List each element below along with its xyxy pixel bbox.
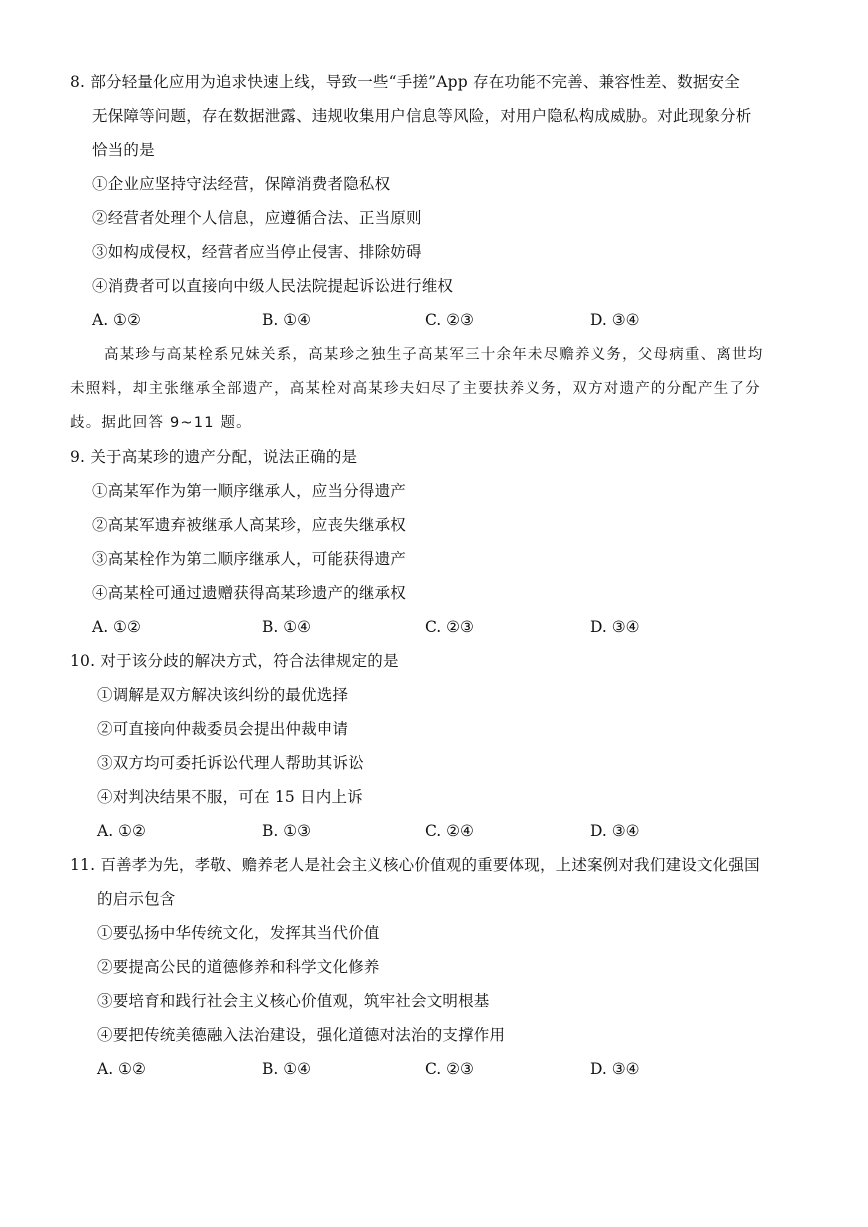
q11-option-d: D. ③④ xyxy=(590,1060,640,1078)
q9-item-4: ④高某栓可通过遗赠获得高某珍遗产的继承权 xyxy=(92,584,407,602)
q8-item-1: ①企业应坚持守法经营，保障消费者隐私权 xyxy=(92,175,391,193)
q10-item-1: ①调解是双方解决该纠纷的最优选择 xyxy=(97,686,349,704)
q9-option-a: A. ①② xyxy=(92,618,141,636)
q11-option-c: C. ②③ xyxy=(425,1060,474,1078)
q10-option-d: D. ③④ xyxy=(590,822,640,840)
q10-option-b: B. ①③ xyxy=(262,822,312,840)
q8-option-a: A. ①② xyxy=(92,311,141,329)
q11-item-2: ②要提高公民的道德修养和科学文化修养 xyxy=(97,958,380,976)
q9-stem: 9. 关于高某珍的遗产分配，说法正确的是 xyxy=(70,448,358,466)
q8-stem-line-1: 8. 部分轻量化应用为追求快速上线，导致一些“手搓”App 存在功能不完善、兼容性差、数据安全 xyxy=(70,73,740,91)
q11-option-b: B. ①④ xyxy=(262,1060,312,1078)
q11-stem-line-1: 11. 百善孝为先，孝敬、赡养老人是社会主义核心价值观的重要体现，上述案例对我们建设文化强国 xyxy=(70,856,760,874)
q8-stem-line-2: 无保障等问题，存在数据泄露、违规收集用户信息等风险，对用户隐私构成威胁。对此现象分析 xyxy=(92,107,752,125)
q10-stem: 10. 对于该分歧的解决方式，符合法律规定的是 xyxy=(70,652,399,670)
q11-item-4: ④要把传统美德融入法治建设，强化道德对法治的支撑作用 xyxy=(97,1026,506,1044)
q9-option-c: C. ②③ xyxy=(425,618,474,636)
q9-item-1: ①高某军作为第一顺序继承人，应当分得遗产 xyxy=(92,482,407,500)
q8-stem-line-3: 恰当的是 xyxy=(92,141,155,159)
passage-line-2: 未照料，却主张继承全部遗产，高某栓对高某珍夫妇尽了主要扶养义务，双方对遗产的分配产生了分 xyxy=(70,381,761,397)
q8-item-4: ④消费者可以直接向中级人民法院提起诉讼进行维权 xyxy=(92,277,454,295)
q10-item-4: ④对判决结果不服，可在 15 日内上诉 xyxy=(97,788,363,806)
q8-item-2: ②经营者处理个人信息，应遵循合法、正当原则 xyxy=(92,209,422,227)
q9-item-2: ②高某军遗弃被继承人高某珍，应丧失继承权 xyxy=(92,516,407,534)
q8-option-b: B. ①④ xyxy=(262,311,312,329)
passage-line-1: 高某珍与高某栓系兄妹关系，高某珍之独生子高某军三十余年未尽赡养义务，父母病重、离世均 xyxy=(104,347,764,363)
q10-option-a: A. ①② xyxy=(97,822,146,840)
q9-item-3: ③高某栓作为第二顺序继承人，可能获得遗产 xyxy=(92,550,407,568)
q9-option-b: B. ①④ xyxy=(262,618,312,636)
q10-item-3: ③双方均可委托诉讼代理人帮助其诉讼 xyxy=(97,754,364,772)
q11-option-a: A. ①② xyxy=(97,1060,146,1078)
q11-item-1: ①要弘扬中华传统文化，发挥其当代价值 xyxy=(97,924,380,942)
q11-item-3: ③要培育和践行社会主义核心价值观，筑牢社会文明根基 xyxy=(97,992,490,1010)
q10-option-c: C. ②④ xyxy=(425,822,474,840)
passage-line-3: 歧。据此回答 9~11 题。 xyxy=(70,415,252,431)
q8-option-d: D. ③④ xyxy=(590,311,640,329)
q10-item-2: ②可直接向仲裁委员会提出仲裁申请 xyxy=(97,720,349,738)
q8-item-3: ③如构成侵权，经营者应当停止侵害、排除妨碍 xyxy=(92,243,422,261)
q9-option-d: D. ③④ xyxy=(590,618,640,636)
q11-stem-line-2: 的启示包含 xyxy=(97,890,176,908)
q8-option-c: C. ②③ xyxy=(425,311,474,329)
